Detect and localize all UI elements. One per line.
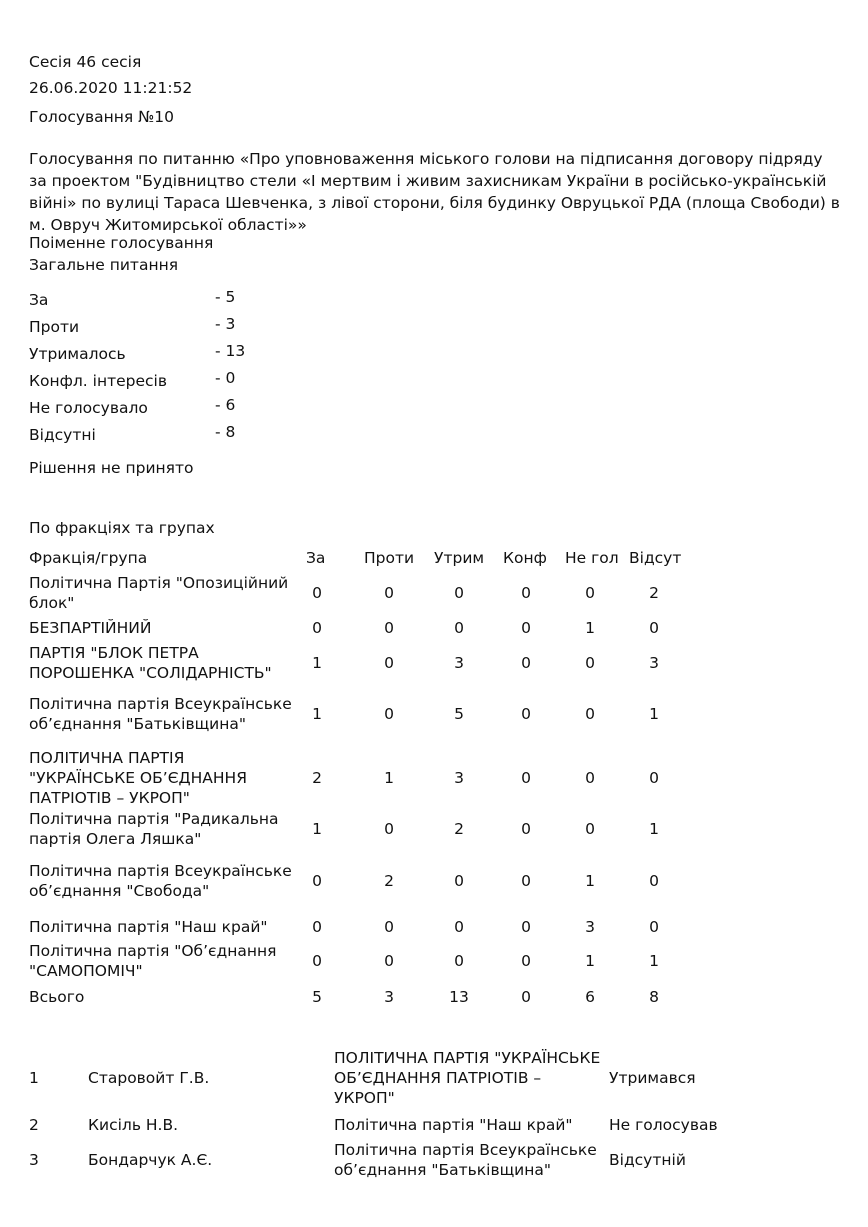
column-header-conflict: Конф	[503, 549, 547, 567]
cell-abstained: 5	[454, 705, 464, 723]
table-row	[0, 573, 868, 613]
member-faction: Політична партія Всеукраїнське об’єднання "Батьківщина"	[334, 1141, 597, 1179]
member-name: Кисіль Н.В.	[88, 1116, 179, 1134]
member-vote: Не голосував	[609, 1116, 718, 1134]
cell-against: 0	[384, 619, 394, 637]
cell-conflict: 0	[521, 705, 531, 723]
cell-not-voted: 0	[585, 769, 595, 787]
member-vote: Утримався	[609, 1069, 696, 1087]
cell-against: 3	[384, 988, 394, 1006]
datetime-line: 26.06.2020 11:21:52	[29, 79, 193, 97]
table-row	[0, 809, 868, 849]
vote-number: Голосування №10	[29, 108, 175, 126]
member-faction: ПОЛІТИЧНА ПАРТІЯ "УКРАЇНСЬКЕ ОБ’ЄДНАННЯ ПАТРІОТІВ – УКРОП"	[334, 1049, 601, 1107]
cell-abstained: 0	[454, 952, 464, 970]
cell-for: 0	[312, 872, 322, 890]
column-header-for: За	[306, 549, 326, 567]
cell-conflict: 0	[521, 654, 531, 672]
cell-not-voted: 6	[585, 988, 595, 1006]
member-faction: Політична партія "Наш край"	[334, 1116, 573, 1134]
cell-abstained: 13	[449, 988, 469, 1006]
cell-not-voted: 0	[585, 820, 595, 838]
list-item	[0, 1048, 868, 1108]
cell-for: 5	[312, 988, 322, 1006]
cell-absent: 1	[649, 820, 659, 838]
cell-not-voted: 1	[585, 952, 595, 970]
cell-conflict: 0	[521, 988, 531, 1006]
cell-not-voted: 1	[585, 872, 595, 890]
issue-type: Загальне питання	[29, 256, 179, 274]
cell-not-voted: 1	[585, 619, 595, 637]
table-row	[0, 618, 868, 638]
cell-abstained: 3	[454, 769, 464, 787]
column-header-abstained: Утрим	[434, 549, 485, 567]
member-vote: Відсутній	[609, 1151, 686, 1169]
summary-label-conflict: Конфл. інтересів	[29, 372, 167, 390]
cell-absent: 1	[649, 952, 659, 970]
cell-not-voted: 0	[585, 584, 595, 602]
column-header-against: Проти	[364, 549, 415, 567]
member-index: 3	[29, 1151, 39, 1169]
cell-abstained: 0	[454, 872, 464, 890]
cell-conflict: 0	[521, 619, 531, 637]
cell-conflict: 0	[521, 584, 531, 602]
summary-value-conflict: - 0	[215, 369, 236, 387]
summary-value-not-voted: - 6	[215, 396, 236, 414]
decision-text: Рішення не принято	[29, 459, 194, 477]
member-name: Старовойт Г.В.	[88, 1069, 210, 1087]
member-index: 2	[29, 1116, 39, 1134]
cell-for: 1	[312, 705, 322, 723]
summary-label-for: За	[29, 291, 49, 309]
cell-against: 0	[384, 584, 394, 602]
cell-absent: 0	[649, 872, 659, 890]
faction-name: Політична партія Всеукраїнське об’єднання "Батьківщина"	[29, 695, 292, 733]
list-item	[0, 1115, 868, 1135]
cell-absent: 1	[649, 705, 659, 723]
total-label: Всього	[29, 988, 85, 1006]
table-row	[0, 748, 868, 808]
list-item	[0, 1140, 868, 1180]
column-header-absent: Відсут	[629, 549, 682, 567]
member-name: Бондарчук А.Є.	[88, 1151, 213, 1169]
cell-abstained: 0	[454, 584, 464, 602]
cell-not-voted: 3	[585, 918, 595, 936]
summary-value-absent: - 8	[215, 423, 236, 441]
summary-value-for: - 5	[215, 288, 236, 306]
faction-name: БЕЗПАРТІЙНИЙ	[29, 619, 152, 637]
cell-conflict: 0	[521, 820, 531, 838]
cell-absent: 0	[649, 769, 659, 787]
table-row	[0, 851, 868, 911]
cell-against: 0	[384, 654, 394, 672]
cell-against: 0	[384, 820, 394, 838]
summary-value-abstained: - 13	[215, 342, 246, 360]
cell-against: 0	[384, 705, 394, 723]
faction-name: Політична партія "Радикальна партія Олега Ляшка"	[29, 810, 279, 848]
table-total-row	[0, 987, 868, 1007]
summary-label-abstained: Утрималось	[29, 345, 126, 363]
cell-absent: 2	[649, 584, 659, 602]
cell-conflict: 0	[521, 918, 531, 936]
cell-conflict: 0	[521, 769, 531, 787]
cell-abstained: 3	[454, 654, 464, 672]
column-header-faction: Фракція/група	[29, 549, 148, 567]
summary-label-absent: Відсутні	[29, 426, 96, 444]
cell-for: 2	[312, 769, 322, 787]
summary-label-not-voted: Не голосувало	[29, 399, 148, 417]
table-row	[0, 643, 868, 683]
factions-title: По фракціях та групах	[29, 519, 215, 537]
cell-conflict: 0	[521, 872, 531, 890]
faction-name: Політична Партія "Опозиційний блок"	[29, 574, 289, 612]
faction-name: ПОЛІТИЧНА ПАРТІЯ "УКРАЇНСЬКЕ ОБ’ЄДНАННЯ ПАТРІОТІВ – УКРОП"	[29, 749, 247, 807]
cell-for: 0	[312, 952, 322, 970]
cell-conflict: 0	[521, 952, 531, 970]
cell-against: 1	[384, 769, 394, 787]
table-row	[0, 941, 868, 981]
cell-absent: 0	[649, 619, 659, 637]
cell-absent: 8	[649, 988, 659, 1006]
cell-abstained: 0	[454, 918, 464, 936]
question-text: Голосування по питанню «Про уповноваження міського голови на підписання договору підряду за проектом "Будівництво стели «І мертвим і живим захисникам України в російсько-українській війні» по вулиці Тараса Шевченка, з лівої сторони, біля будинку Овруцької РДА (площа Свободи) в м. Овруч Житомирської області»»	[29, 150, 840, 234]
cell-not-voted: 0	[585, 654, 595, 672]
column-header-not-voted: Не гол	[565, 549, 619, 567]
cell-abstained: 0	[454, 619, 464, 637]
cell-absent: 3	[649, 654, 659, 672]
cell-for: 1	[312, 654, 322, 672]
cell-for: 0	[312, 584, 322, 602]
cell-not-voted: 0	[585, 705, 595, 723]
faction-name: Політична партія "Наш край"	[29, 918, 268, 936]
cell-for: 0	[312, 619, 322, 637]
cell-against: 2	[384, 872, 394, 890]
cell-absent: 0	[649, 918, 659, 936]
table-row	[0, 917, 868, 937]
member-index: 1	[29, 1069, 39, 1087]
cell-for: 0	[312, 918, 322, 936]
summary-value-against: - 3	[215, 315, 236, 333]
vote-type: Поіменне голосування	[29, 234, 214, 252]
faction-name: Політична партія Всеукраїнське об’єднання "Свобода"	[29, 862, 292, 900]
table-row	[0, 684, 868, 744]
cell-for: 1	[312, 820, 322, 838]
cell-against: 0	[384, 918, 394, 936]
faction-name: ПАРТІЯ "БЛОК ПЕТРА ПОРОШЕНКА "СОЛІДАРНІСТЬ"	[29, 644, 272, 682]
summary-label-against: Проти	[29, 318, 80, 336]
session-line: Сесія 46 сесія	[29, 53, 142, 71]
cell-against: 0	[384, 952, 394, 970]
cell-abstained: 2	[454, 820, 464, 838]
faction-name: Політична партія "Об’єднання "САМОПОМІЧ"	[29, 942, 277, 980]
